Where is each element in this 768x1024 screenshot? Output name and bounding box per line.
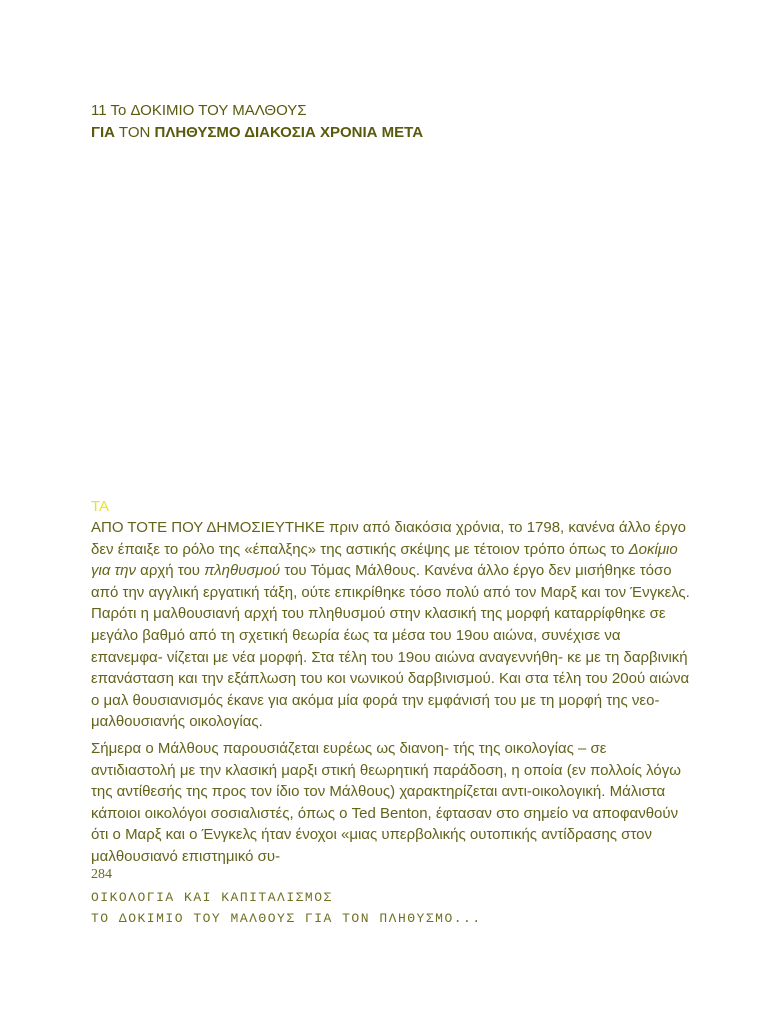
chapter-title-line1: 11 To ΔΟΚΙΜΙΟ ΤΟΥ ΜΑΛΘΟΥΣ bbox=[91, 102, 307, 119]
page-number: 284 bbox=[91, 867, 112, 882]
paragraph1-part2: αρχή του bbox=[136, 562, 205, 580]
chapter-title-rest: ΠΛΗΘΥΣΜΟ ΔΙΑΚΟΣΙΑ ΧΡΟΝΙΑ ΜΕΤΑ bbox=[154, 124, 424, 141]
running-head: ΟΙΚΟΛΟΓΙΑ ΚΑΙ ΚΑΠΙΤΑΛΙΣΜΟΣ bbox=[91, 890, 333, 905]
section-mark: ΤΑ bbox=[91, 498, 110, 515]
paragraph1-italic1: Δοκίμιο για την bbox=[91, 540, 678, 580]
chapter-title-middle: ΤΟΝ bbox=[115, 124, 155, 141]
chapter-heading bbox=[91, 100, 423, 144]
chapter-title-line2 bbox=[91, 122, 423, 144]
running-title: ΤΟ ΔΟΚΙΜΙΟ ΤΟΥ ΜΑΛΘΟΥΣ ΓΙΑ ΤΟΝ ΠΛΗΘΥΣΜΟ... bbox=[91, 911, 482, 926]
body-paragraph-2: Σήμερα ο Μάλθους παρουσιάζεται ευρέως ως διανοη- τής της οικολογίας – σε αντιδιαστολή με την κλασική μαρξι στική θεωρητική παράδοση, η οποία (εν πολλοίς λόγω της αντίθεσής της προς τον ίδιο τον Μάλθους) χαρακτηρίζεται αντι-οικολογική. Μάλιστα κάποιοι οικολόγοι σοσιαλιστές, όπως ο Ted Benton, έφτασαν στο σημείο να αποφανθούν ότι ο Μαρξ και ο Ένγκελς ήταν ένοχοι «μιας υπερβολικής ουτοπικής αντίδρασης στον μαλθουσιανό επιστημικό συ- bbox=[91, 740, 681, 865]
paragraph1-part1: ΑΠΟ ΤΟΤΕ ΠΟΥ ΔΗΜΟΣΙΕΥΤΗΚΕ πριν από διακόσια χρόνια, το 1798, κανένα άλλο έργο δεν έπαιξε το ρόλο της «έπαλξης» της αστικής σκέψης με τέτοιον τρόπο όπως το bbox=[91, 519, 686, 558]
chapter-title-prefix: ΓΙΑ bbox=[91, 124, 116, 141]
paragraph1-part3: του Τόμας Μάλθους. Κανένα άλλο έργο δεν μισήθηκε τόσο από την αγγλική εργατική τάξη, ούτε επικρίθηκε τόσο πολύ από τον Μαρξ και τον Ένγκελς. Παρότι η μαλθουσιανή αρχή του πληθυσμού στην κλασική της μορφή καταρρίφθηκε σε μεγάλο βαθμό από τη σχετική θεωρία έως τα μέσα του 19ου αιώνα, συνέχισε να επανεμφα- νίζεται με νέα μορφή. Στα τέλη του 19ου αιώνα αναγεννήθη- κε με τη δαρβινική επανάσταση και την εξάπλωση του κοι νωνικού δαρβινισμού. Και στα τέλη του 20ού αιώνα ο μαλ θουσιανισμός έκανε για ακόμα μία φορά την εμφάνισή του με τη μορφή της νεο-μαλθουσιανής οικολογίας. bbox=[91, 562, 690, 731]
paragraph1-italic2: πληθυσμού bbox=[204, 562, 281, 580]
body-paragraph-1 bbox=[91, 517, 691, 733]
